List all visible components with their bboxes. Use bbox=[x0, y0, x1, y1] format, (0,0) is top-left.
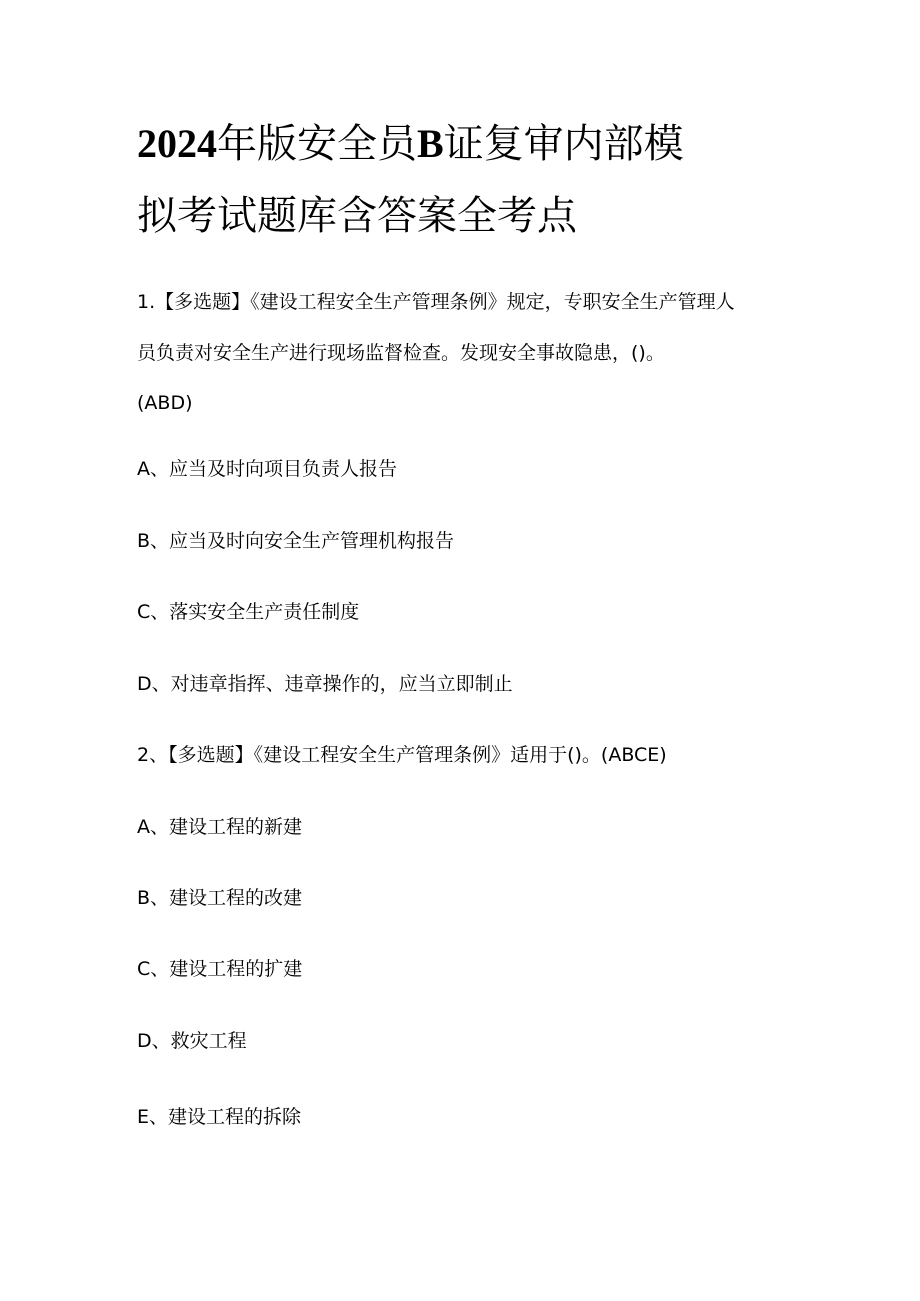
question-1-stem-line-1: 1.【多选题】《建设工程安全生产管理条例》规定，专职安全生产管理人 bbox=[137, 291, 735, 313]
document-title-line-2: 拟考试题库含答案全考点 bbox=[137, 193, 577, 239]
question-2-stem: 2、【多选题】《建设工程安全生产管理条例》适用于()。(ABCE) bbox=[137, 744, 667, 766]
title-text-part: 年版安全员 bbox=[217, 121, 417, 167]
question-2-option-a: A、建设工程的新建 bbox=[137, 816, 302, 838]
question-1-stem-line-2: 员负责对安全生产进行现场监督检查。发现安全事故隐患，()。 bbox=[137, 342, 665, 364]
question-2-option-e: E、建设工程的拆除 bbox=[137, 1106, 302, 1128]
title-text-part: 证复审内部模 bbox=[443, 121, 684, 167]
document-title-line-1 bbox=[137, 120, 684, 168]
question-1-option-a: A、应当及时向项目负责人报告 bbox=[137, 458, 397, 480]
title-year: 2024 bbox=[137, 121, 217, 166]
question-2-option-d: D、救灾工程 bbox=[137, 1030, 247, 1052]
question-1-answer: (ABD) bbox=[137, 392, 193, 414]
question-1-option-b: B、应当及时向安全生产管理机构报告 bbox=[137, 530, 455, 552]
question-2-option-b: B、建设工程的改建 bbox=[137, 887, 303, 909]
title-grade-letter: B bbox=[417, 121, 444, 166]
question-1-option-d: D、对违章指挥、违章操作的，应当立即制止 bbox=[137, 673, 513, 695]
question-1-option-c: C、落实安全生产责任制度 bbox=[137, 601, 360, 623]
question-2-option-c: C、建设工程的扩建 bbox=[137, 958, 303, 980]
